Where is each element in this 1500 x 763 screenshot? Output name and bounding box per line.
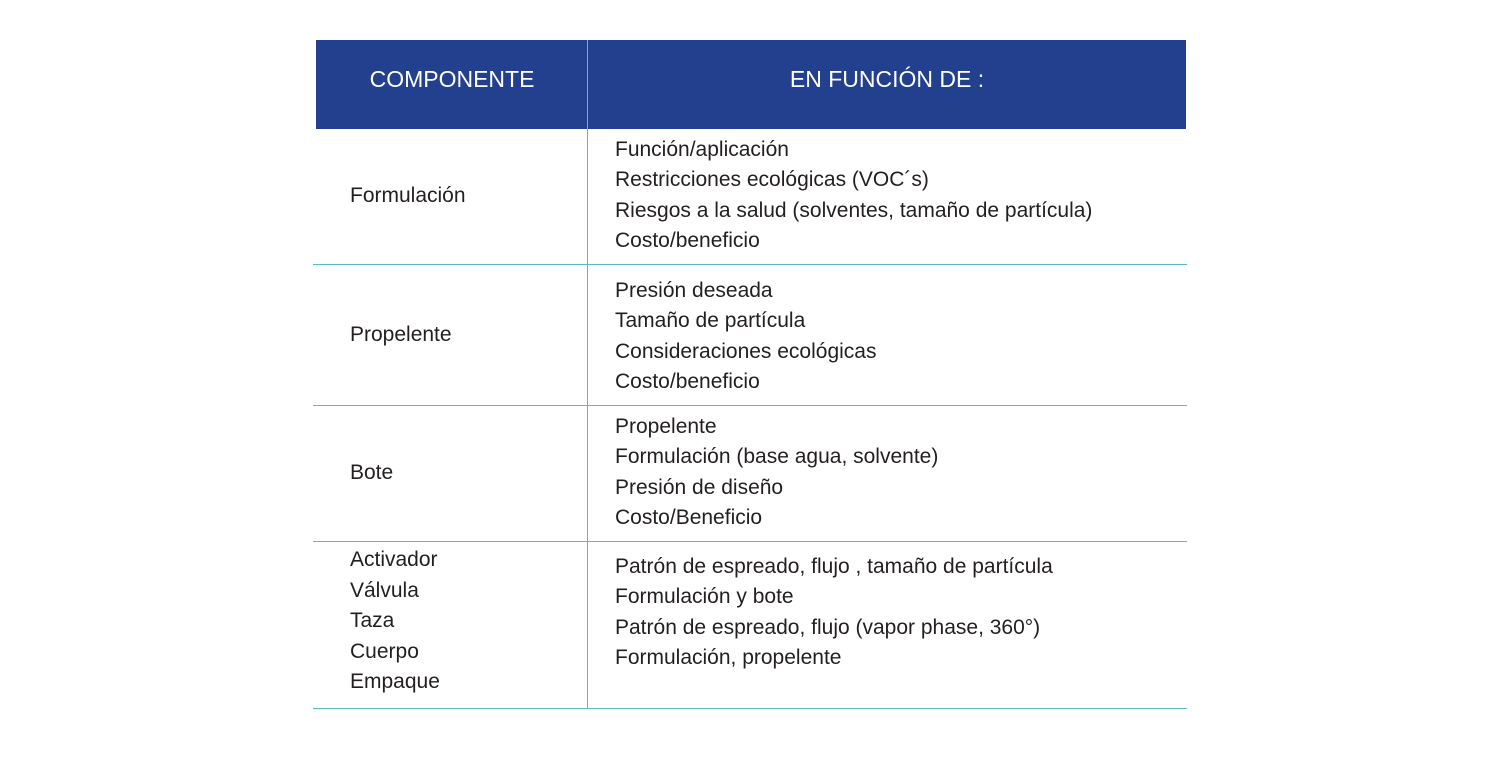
function-list [615, 276, 1185, 397]
table-row-propelente [313, 265, 1187, 405]
component-name: Bote [350, 461, 394, 485]
component-cell [350, 265, 580, 405]
function-item: Formulación (base agua, solvente) [615, 445, 939, 469]
header-function: EN FUNCIÓN DE : [789, 66, 985, 92]
function-item: Riesgos a la salud (solventes, tamaño de partícula) [615, 198, 1093, 222]
component-cell [350, 406, 580, 541]
component-name: Propelente [350, 322, 452, 346]
function-list [615, 135, 1185, 256]
function-item: Presión deseada [615, 279, 773, 302]
component-name: Válvula [350, 578, 419, 602]
function-item: Formulación y bote [615, 585, 794, 609]
table-row-bote [313, 406, 1187, 541]
function-item: Presión de diseño [615, 475, 784, 499]
function-item: Patrón de espreado, flujo , tamaño de partícula [615, 555, 1053, 578]
row-divider [313, 708, 1187, 709]
component-name: Formulación [350, 184, 466, 208]
function-item: Función/aplicación [615, 138, 789, 161]
function-item: Patrón de espreado, flujo (vapor phase, 360°) [615, 615, 1041, 639]
component-name: Taza [350, 609, 395, 632]
function-item: Formulación, propelente [615, 645, 842, 669]
function-item: Consideraciones ecológicas [615, 339, 877, 363]
function-list [615, 552, 1185, 673]
function-item: Costo/beneficio [615, 369, 760, 393]
function-item: Restricciones ecológicas (VOC´s) [615, 168, 929, 192]
component-name: Empaque [350, 670, 440, 693]
function-list [615, 412, 1185, 533]
function-item: Propelente [615, 415, 717, 438]
table-row-valvula [313, 542, 1187, 708]
function-item: Costo/Beneficio [615, 505, 763, 529]
component-name: Cuerpo [350, 639, 419, 663]
table-header [316, 40, 1186, 129]
header-component: COMPONENTE [369, 66, 535, 92]
component-cell [350, 545, 580, 705]
function-item: Costo/beneficio [615, 228, 760, 252]
component-cell [350, 129, 580, 264]
component-name: Activador [350, 548, 438, 571]
table-row-formulacion [313, 129, 1187, 264]
function-item: Tamaño de partícula [615, 309, 806, 333]
